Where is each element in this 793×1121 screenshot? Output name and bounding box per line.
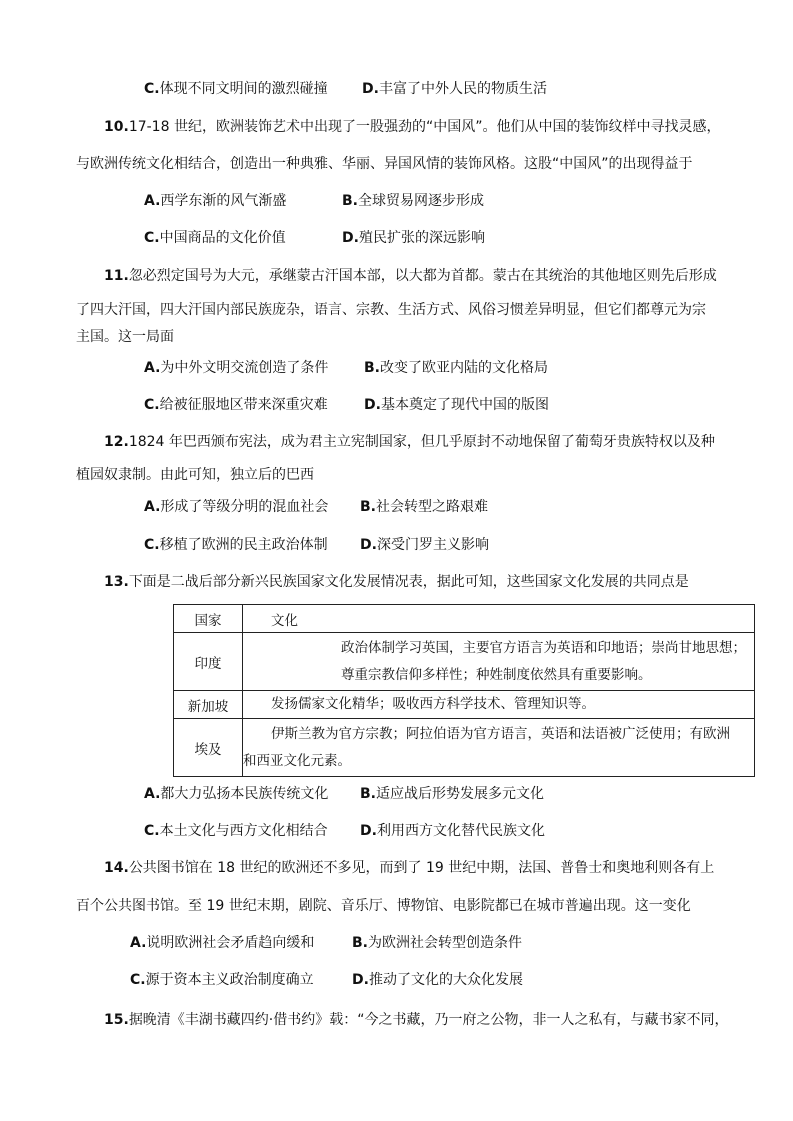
option-text: 利用西方文化替代民族文化 [376, 823, 545, 839]
culture-table [173, 604, 755, 777]
culture-line: 和西亚文化元素。 [243, 752, 351, 769]
question-number: 15. [104, 1012, 129, 1028]
question-number: 13. [104, 574, 129, 590]
option-text: 改变了欧亚内陆的文化格局 [380, 360, 548, 376]
option-letter: D. [352, 972, 369, 988]
q10-option-d[interactable] [342, 228, 485, 248]
culture-line: 尊重宗教信仰多样性；种姓制度依然具有重要影响。 [341, 666, 652, 683]
option-letter: C. [130, 972, 146, 988]
q11-option-a[interactable] [144, 358, 328, 378]
option-text: 移植了欧洲的民主政治体制 [159, 537, 328, 553]
option-letter: B. [360, 786, 376, 802]
option-text: 为中外文明交流创造了条件 [160, 360, 329, 376]
q11-stem-line2: 了四大汗国，四大汗国内部民族庞杂，语言、宗教、生活方式、风俗习惯差异明显，但它们都尊元为宗 [76, 302, 706, 318]
option-letter: A. [144, 360, 161, 376]
stem-text: 忽必烈定国号为大元，承继蒙古汗国本部，以大都为首都。蒙古在其统治的其他地区则先后形成 [128, 268, 717, 284]
option-letter: B. [342, 193, 358, 209]
option-letter: C. [144, 230, 160, 246]
country-cell: 新加坡 [174, 691, 243, 719]
option-text: 推动了文化的大众化发展 [368, 972, 523, 988]
question-number: 11. [104, 268, 129, 284]
header-country: 国家 [174, 605, 243, 633]
table-row [174, 719, 755, 777]
stem-text: 下面是二战后部分新兴民族国家文化发展情况表，据此可知，这些国家文化发展的共同点是 [128, 574, 689, 590]
option-letter: A. [144, 193, 161, 209]
stem-text: 公共图书馆在 18 世纪的欧洲还不多见，而到了 19 世纪中期，法国、普鲁士和奥地利则各有上 [128, 860, 715, 876]
stem-text: 据晚清《丰湖书藏四约·借书约》载：“今之书藏，乃一府之公物，非一人之私有，与藏书家不同， [128, 1012, 729, 1028]
option-letter: C. [144, 537, 160, 553]
header-culture: 文化 [243, 605, 755, 633]
q12-option-d[interactable] [360, 535, 489, 555]
option-letter: B. [352, 935, 368, 951]
option-letter: D. [360, 823, 377, 839]
culture-cell [243, 691, 755, 719]
table-row [174, 691, 755, 719]
option-letter: A. [130, 935, 147, 951]
q14-option-d[interactable] [352, 970, 523, 990]
culture-cell [243, 633, 755, 691]
option-letter: C. [144, 81, 160, 97]
option-text: 本土文化与西方文化相结合 [159, 823, 328, 839]
table-header-row [174, 605, 755, 633]
option-letter: C. [144, 823, 160, 839]
table-row [174, 633, 755, 691]
option-text: 基本奠定了现代中国的版图 [380, 397, 549, 413]
q11-stem-line1 [104, 266, 717, 286]
country-cell: 印度 [174, 633, 243, 691]
q14-option-b[interactable] [352, 933, 522, 953]
q12-stem-line2: 植园奴隶制。由此可知，独立后的巴西 [76, 467, 314, 483]
q10-stem-line1 [104, 117, 720, 137]
culture-line: 政治体制学习英国，主要官方语言为英语和印地语；崇尚甘地思想； [341, 639, 746, 656]
q13-option-c[interactable] [144, 821, 328, 841]
option-text: 社会转型之路艰难 [376, 499, 488, 515]
q11-option-c[interactable] [144, 395, 328, 415]
q11-option-b[interactable] [364, 358, 548, 378]
q10-option-b[interactable] [342, 191, 484, 211]
option-text: 深受门罗主义影响 [376, 537, 489, 553]
question-number: 12. [104, 434, 129, 450]
option-text: 西学东渐的风气渐盛 [160, 193, 287, 209]
culture-line: 伊斯兰教为官方宗教；阿拉伯语为官方语言，英语和法语被广泛使用；有欧洲 [271, 725, 730, 742]
q13-option-a[interactable] [144, 784, 328, 804]
option-letter: D. [360, 537, 377, 553]
q12-option-c[interactable] [144, 535, 328, 555]
q13-stem-line1 [104, 572, 689, 592]
culture-line: 发扬儒家文化精华；吸收西方科学技术、管理知识等。 [271, 696, 595, 712]
q14-stem-line2: 百个公共图书馆。至 19 世纪末期，剧院、音乐厅、博物馆、电影院都已在城市普遍出现。这一变化 [76, 898, 691, 914]
option-letter: A. [144, 499, 161, 515]
option-text: 丰富了中外人民的物质生活 [378, 81, 547, 97]
q13-option-b[interactable] [360, 784, 544, 804]
option-text: 给被征服地区带来深重灾难 [159, 397, 328, 413]
culture-cell [243, 719, 755, 777]
q11-stem-line3: 主国。这一局面 [76, 329, 174, 345]
option-letter: C. [144, 397, 160, 413]
q10-option-a[interactable] [144, 191, 286, 211]
q9-option-d[interactable] [362, 79, 547, 99]
option-text: 体现不同文明间的激烈碰撞 [159, 81, 328, 97]
option-letter: D. [364, 397, 381, 413]
option-letter: D. [362, 81, 379, 97]
q10-option-c[interactable] [144, 228, 286, 248]
option-letter: A. [144, 786, 161, 802]
option-text: 形成了等级分明的混血社会 [160, 499, 329, 515]
option-letter: B. [364, 360, 380, 376]
option-text: 全球贸易网逐步形成 [358, 193, 484, 209]
q13-option-d[interactable] [360, 821, 545, 841]
option-text: 源于资本主义政治制度确立 [145, 972, 314, 988]
q14-stem-line1 [104, 858, 714, 878]
option-letter: B. [360, 499, 376, 515]
stem-text: 1824 年巴西颁布宪法，成为君主立宪制国家，但几乎原封不动地保留了葡萄牙贵族特权以及种 [128, 434, 715, 450]
option-text: 说明欧洲社会矛盾趋向缓和 [146, 935, 315, 951]
q9-option-c[interactable] [144, 79, 328, 99]
question-number: 10. [104, 119, 129, 135]
q12-option-b[interactable] [360, 497, 488, 517]
option-letter: D. [342, 230, 359, 246]
country-cell: 埃及 [174, 719, 243, 777]
q12-stem-line1 [104, 432, 715, 452]
q14-option-c[interactable] [130, 970, 314, 990]
option-text: 中国商品的文化价值 [159, 230, 286, 246]
option-text: 都大力弘扬本民族传统文化 [160, 786, 329, 802]
q15-stem-line1 [104, 1010, 729, 1030]
option-text: 为欧洲社会转型创造条件 [368, 935, 522, 951]
q11-option-d[interactable] [364, 395, 549, 415]
question-number: 14. [104, 860, 129, 876]
q14-option-a[interactable] [130, 933, 314, 953]
q12-option-a[interactable] [144, 497, 328, 517]
stem-text: 17-18 世纪，欧洲装饰艺术中出现了一股强劲的“中国风”。他们从中国的装饰纹样中寻找灵感， [128, 119, 721, 135]
option-text: 殖民扩张的深远影响 [358, 230, 485, 246]
option-text: 适应战后形势发展多元文化 [376, 786, 544, 802]
q10-stem-line2: 与欧洲传统文化相结合，创造出一种典雅、华丽、异国风情的装饰风格。这股“中国风”的出现得益于 [76, 156, 693, 172]
